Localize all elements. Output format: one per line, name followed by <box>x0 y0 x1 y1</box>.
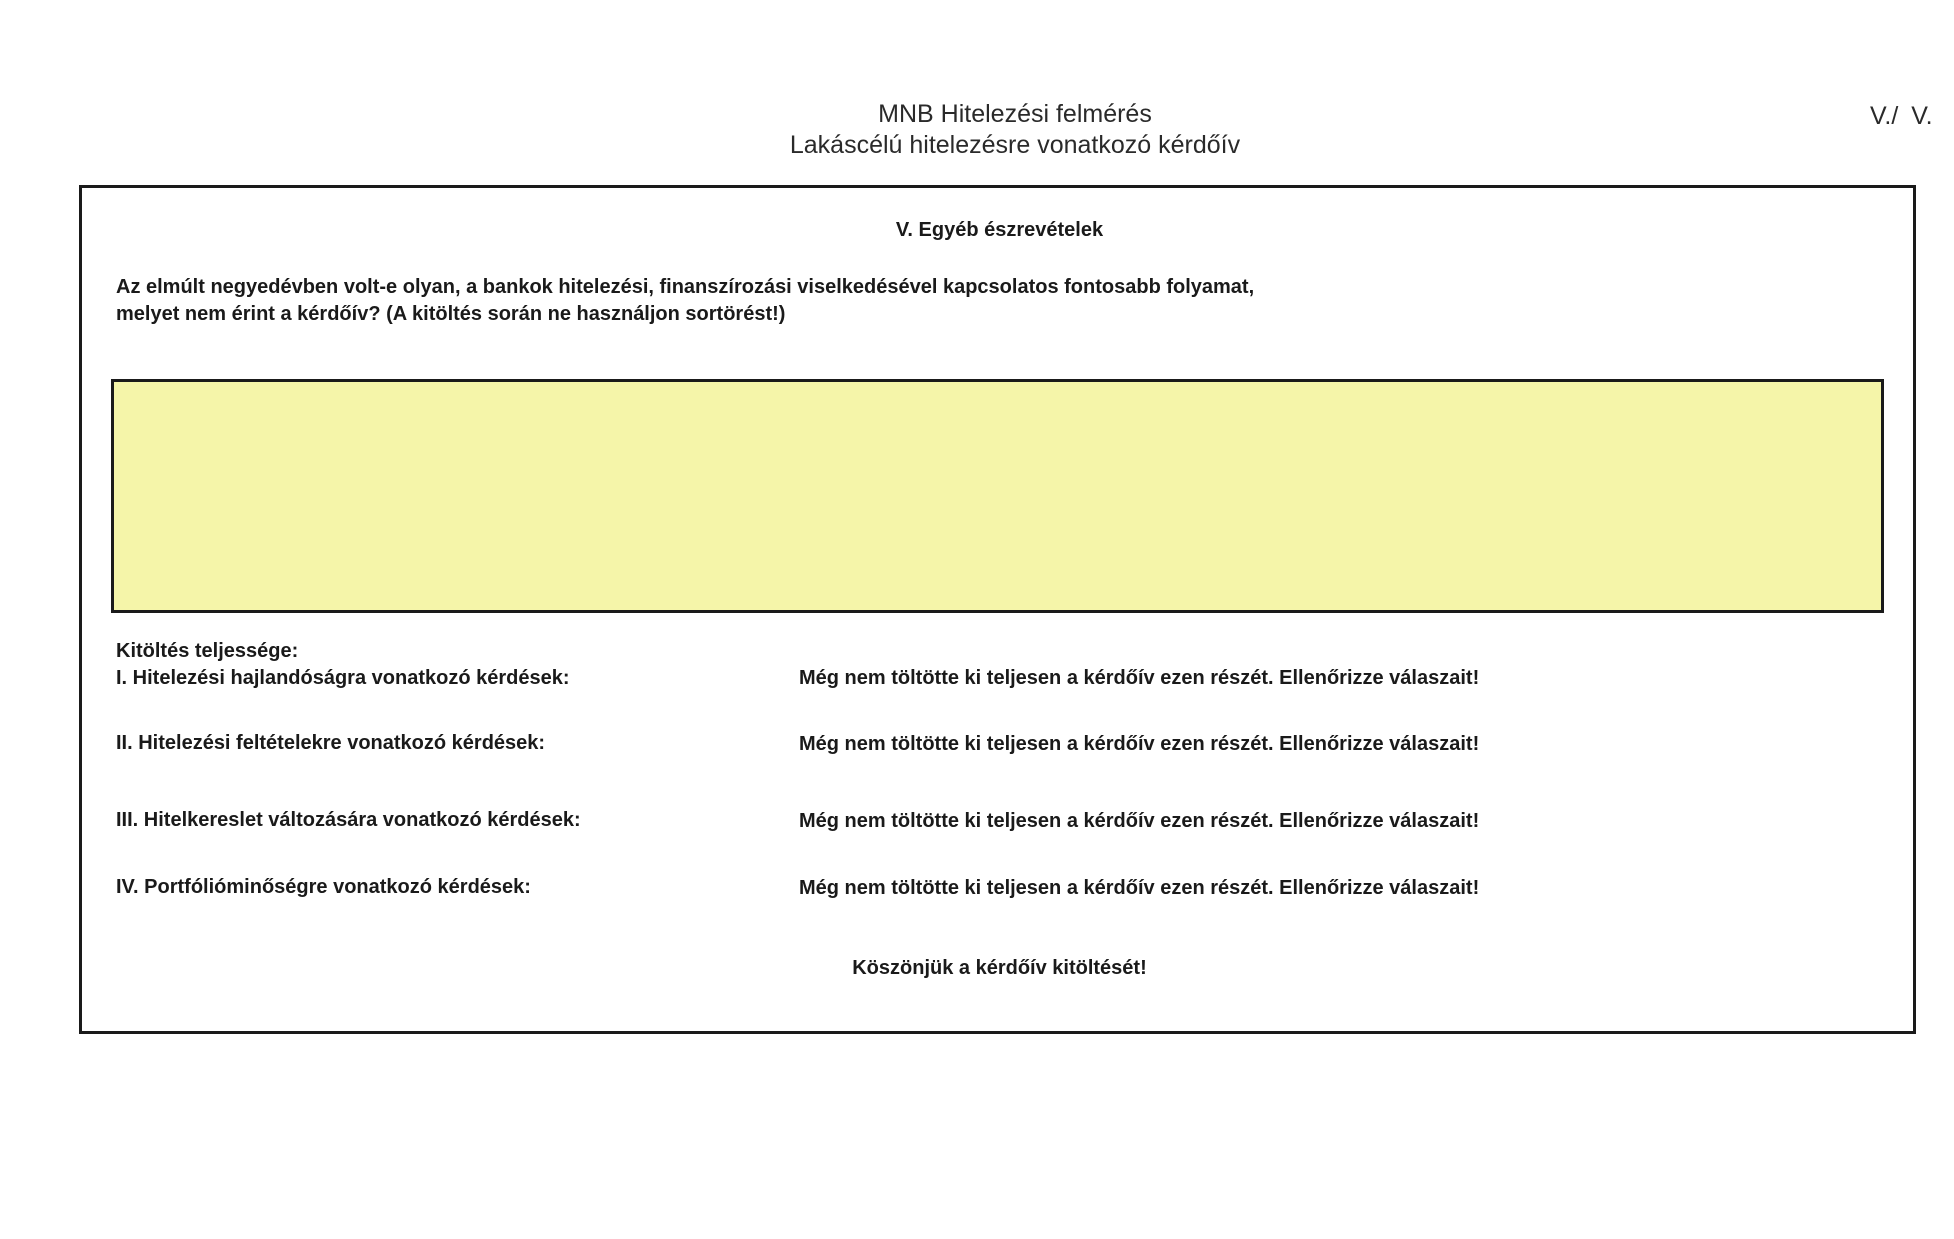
completeness-row-label: II. Hitelezési feltételekre vonatkozó kérdések: <box>116 732 546 754</box>
thank-you-message: Köszönjük a kérdőív kitöltését! <box>852 957 1147 979</box>
completeness-label: Kitöltés teljessége: <box>116 640 299 662</box>
completeness-row-label: III. Hitelkereslet változására vonatkozó kérdések: <box>116 809 581 831</box>
question-text <box>116 274 1566 328</box>
question-line-2: melyet nem érint a kérdőív? (A kitöltés során ne használjon sortörést!) <box>116 303 786 325</box>
completeness-row-status: Még nem töltötte ki teljesen a kérdőív ezen részét. Ellenőrizze válaszait! <box>799 810 1480 832</box>
section-title: V. Egyéb észrevételek <box>895 219 1104 241</box>
completeness-row-status: Még nem töltötte ki teljesen a kérdőív ezen részét. Ellenőrizze válaszait! <box>799 667 1480 689</box>
completeness-row-status: Még nem töltötte ki teljesen a kérdőív ezen részét. Ellenőrizze válaszait! <box>799 877 1480 899</box>
question-line-1: Az elmúlt negyedévben volt-e olyan, a bankok hitelezési, finanszírozási viselkedésével kapcsolatos fontosabb folyamat, <box>116 276 1255 298</box>
page-title: MNB Hitelezési felmérés <box>878 100 1152 128</box>
page-subtitle: Lakáscélú hitelezésre vonatkozó kérdőív <box>789 131 1241 159</box>
completeness-row-label: I. Hitelezési hajlandóságra vonatkozó kérdések: <box>116 667 570 689</box>
page-indicator: V./ V. <box>1870 102 1933 130</box>
completeness-row-label: IV. Portfólióminőségre vonatkozó kérdések: <box>116 876 531 898</box>
completeness-row-status: Még nem töltötte ki teljesen a kérdőív ezen részét. Ellenőrizze válaszait! <box>799 733 1480 755</box>
comments-answer-field[interactable] <box>111 379 1884 613</box>
